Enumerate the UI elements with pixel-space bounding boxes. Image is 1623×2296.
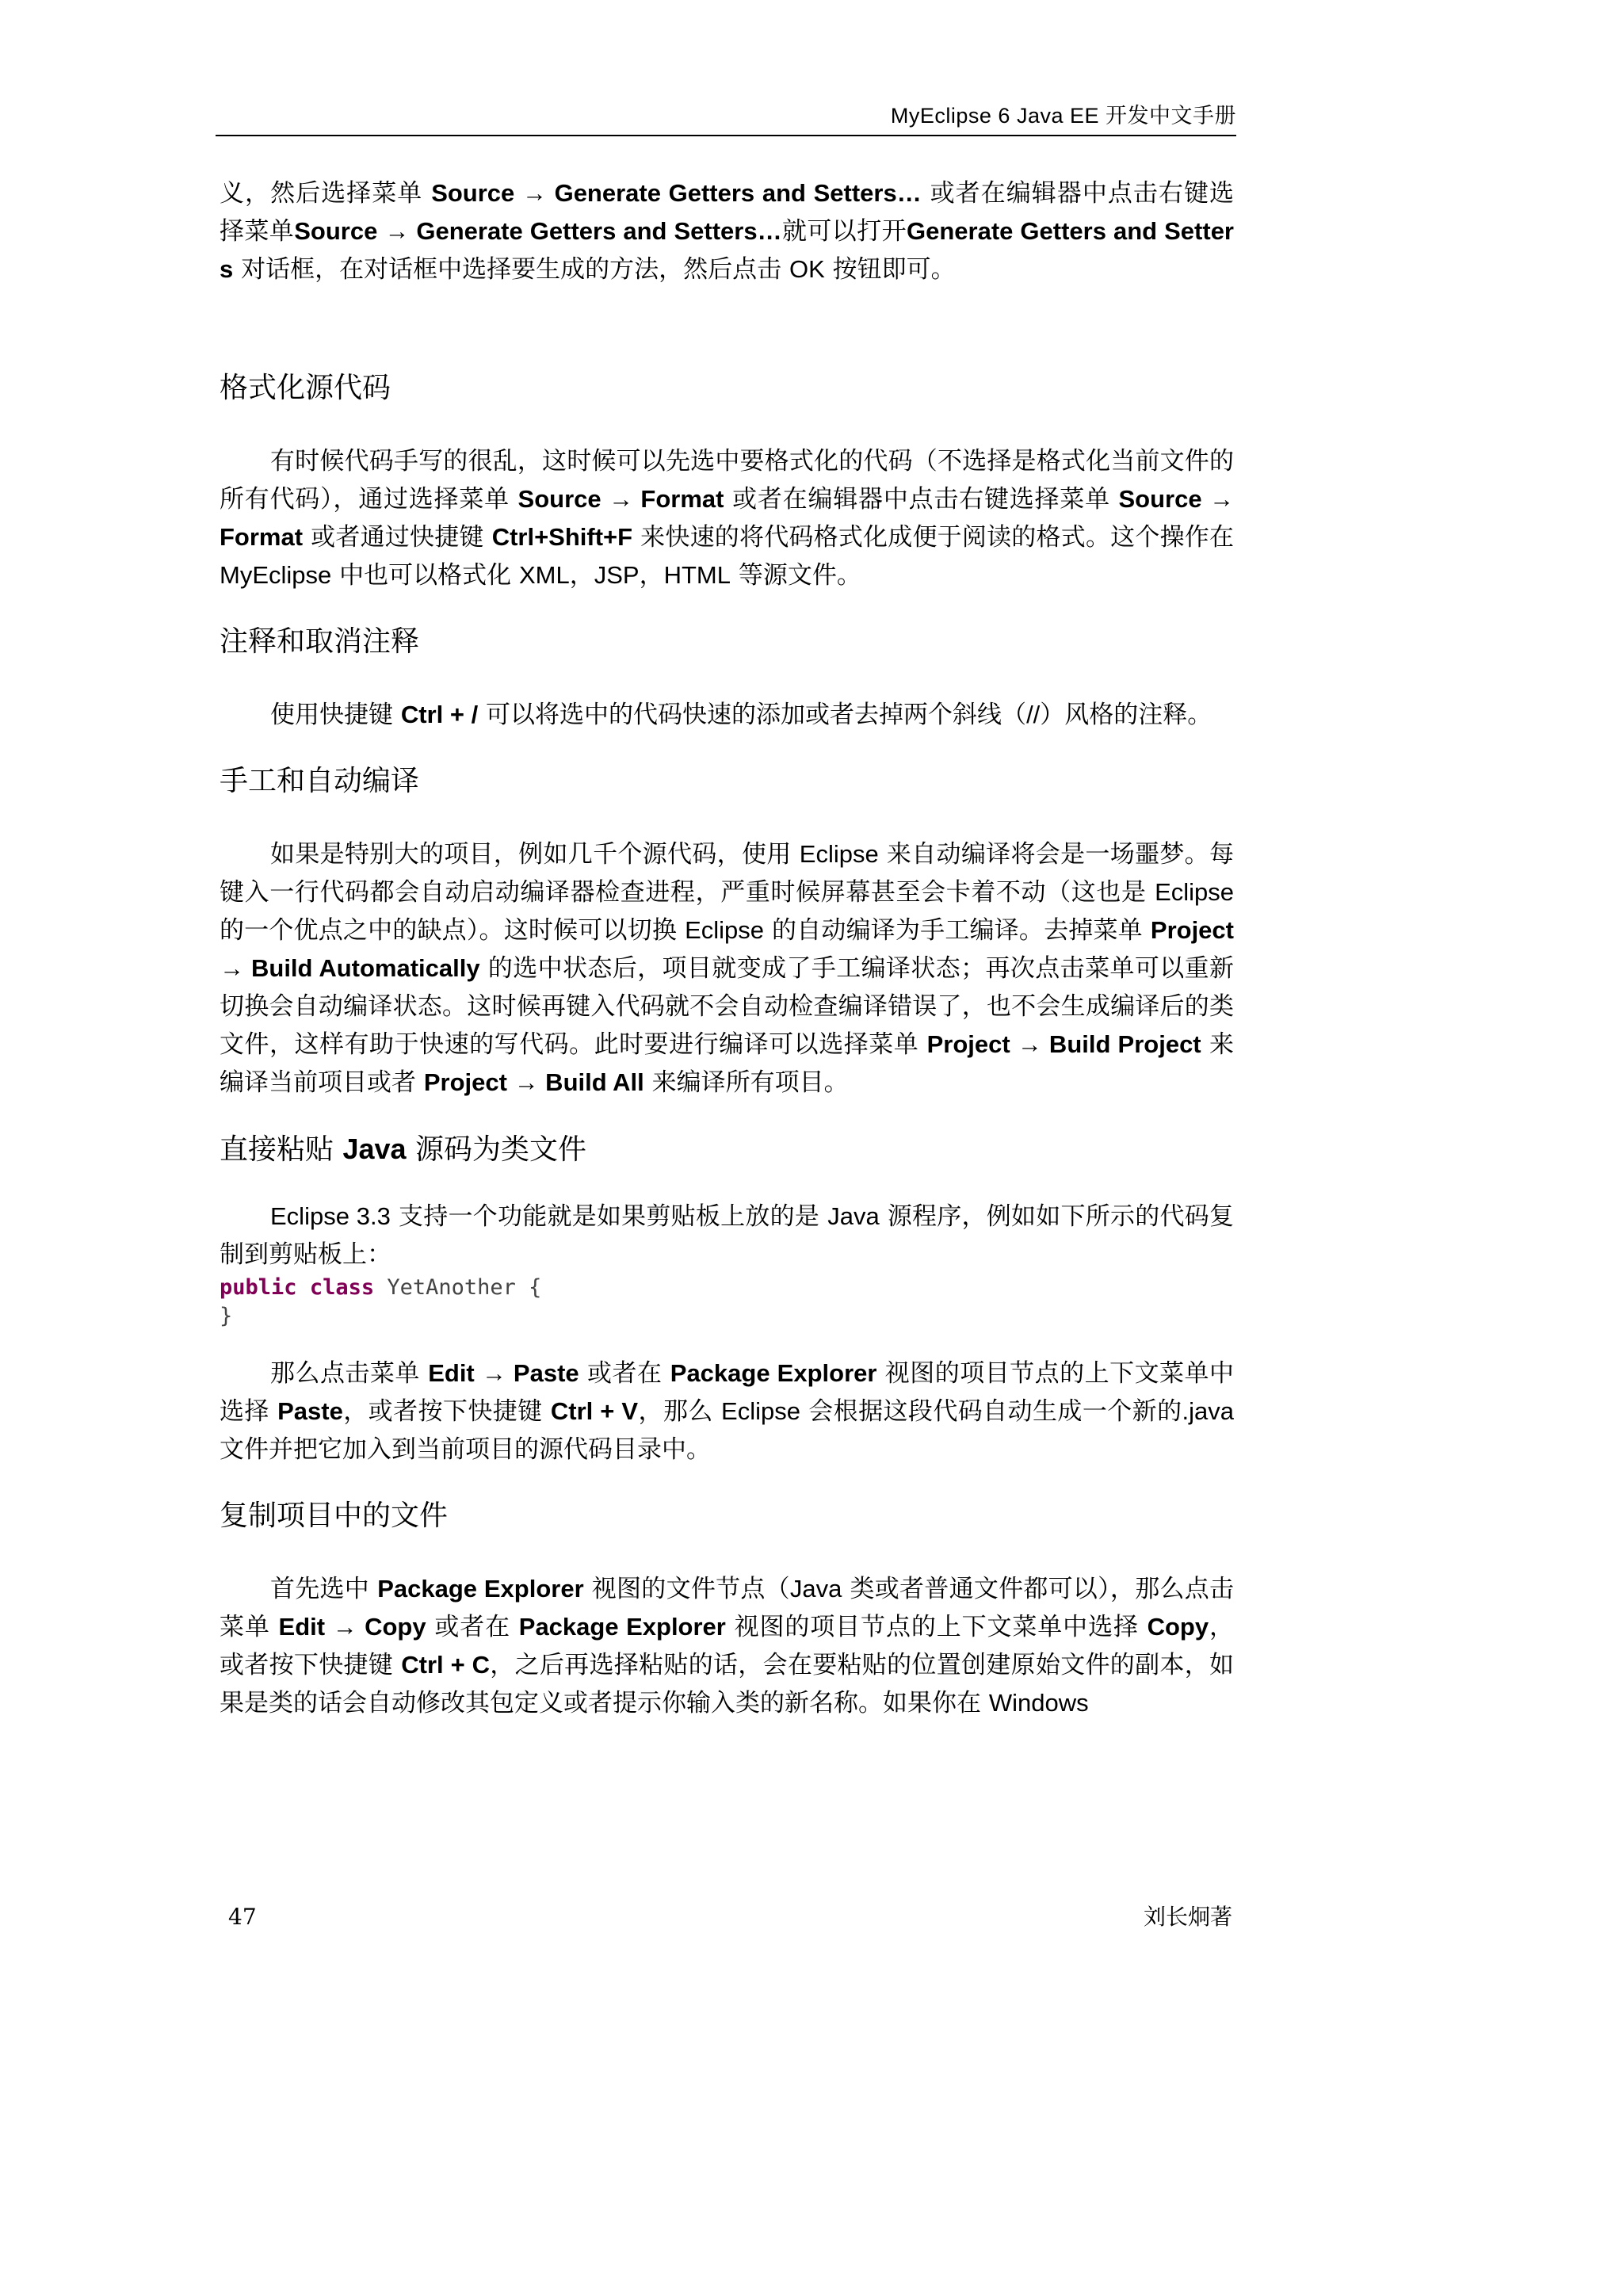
text-run: 的一个优点之中的缺点）。这时候可以切换 bbox=[220, 916, 685, 945]
menu-item: Paste bbox=[277, 1397, 343, 1425]
section-heading-comment: 注释和取消注释 bbox=[220, 625, 420, 658]
intro-paragraph bbox=[220, 174, 1234, 288]
view-name: Package Explorer bbox=[670, 1359, 877, 1387]
button-name: OK bbox=[789, 255, 825, 283]
page-content bbox=[220, 174, 1234, 1722]
menu-path: Project → Build All bbox=[423, 1068, 644, 1096]
product-name: Eclipse bbox=[721, 1397, 800, 1425]
menu-item: Copy bbox=[1147, 1613, 1209, 1641]
text-run: 的选中状态后，项目就变成了手工编译状态；再次点击菜单可以重新切换会自动编译状态。这时候再键入代码就不会自动检查编译错误了，也不会生成编译后的类文件，这样有助于快速的写代码。此时要进行编译可以选择菜单 bbox=[220, 954, 1234, 1059]
shortcut: Ctrl + V bbox=[550, 1397, 639, 1425]
section-heading-format: 格式化源代码 bbox=[220, 372, 391, 404]
text-run: 那么点击菜单 bbox=[270, 1359, 429, 1388]
text-run: 对话框，在对话框中选择要生成的方法，然后点击 bbox=[233, 255, 789, 284]
text-run: ，或者按下快捷键 bbox=[220, 1613, 1234, 1679]
paste-result-paragraph bbox=[220, 1354, 1234, 1469]
section-heading-build: 手工和自动编译 bbox=[220, 765, 420, 797]
menu-path: Source → Format bbox=[517, 485, 724, 513]
text-run: ，或者按下快捷键 bbox=[342, 1397, 551, 1426]
product-name: Eclipse bbox=[1155, 878, 1234, 906]
text-run: 或者在编辑器中点击右键选择菜单 bbox=[220, 179, 1234, 246]
text-run: 源程序，例如如下所示的代码复制到剪贴板上： bbox=[220, 1202, 1234, 1269]
text-run: 中也可以格式化 bbox=[331, 561, 519, 590]
text-run: 或者通过快捷键 bbox=[303, 523, 492, 552]
language-name: Java bbox=[789, 1575, 842, 1603]
product-name: MyEclipse bbox=[220, 561, 332, 589]
view-name: Package Explorer bbox=[377, 1575, 584, 1603]
text-run: 首先选中 bbox=[270, 1575, 378, 1603]
text-run: 来编译当前项目或者 bbox=[220, 1030, 1235, 1097]
shortcut: Ctrl + / bbox=[400, 701, 479, 728]
code-line: } bbox=[220, 1304, 233, 1328]
text-run: 视图的项目节点的上下文菜单中选择 bbox=[725, 1613, 1148, 1641]
shortcut: Ctrl + C bbox=[401, 1651, 490, 1679]
header-rule bbox=[216, 135, 1236, 136]
menu-path: Project → Build Automatically bbox=[220, 916, 1234, 982]
text-run: 使用快捷键 bbox=[270, 701, 401, 729]
file-extension: .java bbox=[1182, 1397, 1234, 1425]
menu-path: Source → Generate Getters and Setters… bbox=[294, 217, 782, 245]
text-run: 视图的项目节点的上下文菜单中选择 bbox=[220, 1359, 1234, 1426]
footer-author: 刘长炯著 bbox=[1143, 1904, 1232, 1930]
text-run: 文件并把它加入到当前项目的源代码目录中。 bbox=[220, 1435, 711, 1464]
product-name: Eclipse bbox=[685, 916, 765, 944]
heading-run: 源码为类文件 bbox=[406, 1133, 586, 1166]
text-run: 等源文件。 bbox=[730, 561, 861, 590]
shortcut: Ctrl+Shift+F bbox=[491, 523, 633, 551]
comment-style: // bbox=[1026, 701, 1041, 728]
product-name: Windows bbox=[988, 1689, 1089, 1717]
comment-paragraph bbox=[220, 696, 1234, 734]
text-run: 来自动编译将会是一场噩梦。每键入一行代码都会自动启动编译器检查进程，严重时候屏幕甚至会卡着不动（这也是 bbox=[220, 840, 1234, 907]
menu-path: Source → Generate Getters and Setters… bbox=[431, 179, 922, 207]
code-keyword: public bbox=[220, 1275, 297, 1300]
menu-path: Edit → Paste bbox=[428, 1359, 579, 1387]
code-keyword: class bbox=[309, 1275, 375, 1300]
text-run: 类或者普通文件都可以），那么点击菜单 bbox=[220, 1575, 1234, 1641]
section-heading-paste bbox=[220, 1130, 1234, 1169]
view-name: Package Explorer bbox=[518, 1613, 726, 1641]
running-header: MyEclipse 6 Java EE 开发中文手册 bbox=[890, 104, 1236, 128]
heading-run: Java bbox=[342, 1133, 407, 1165]
text-run: 义，然后选择菜单 bbox=[220, 179, 432, 208]
text-run: 可以将选中的代码快速的添加或者去掉两个斜线（ bbox=[478, 701, 1027, 729]
format-paragraph bbox=[220, 442, 1234, 594]
product-name: Eclipse 3.3 bbox=[270, 1202, 391, 1230]
file-types: XML，JSP，HTML bbox=[518, 561, 731, 589]
text-run: 支持一个功能就是如果剪贴板上放的是 bbox=[390, 1202, 828, 1231]
menu-path: Source → Format bbox=[220, 485, 1234, 551]
text-run: 或者在 bbox=[426, 1613, 519, 1641]
section-heading-copy: 复制项目中的文件 bbox=[220, 1499, 449, 1532]
text-run: 如果是特别大的项目，例如几千个源代码，使用 bbox=[270, 840, 800, 869]
paste-paragraph bbox=[220, 1198, 1234, 1274]
text-run: ）风格的注释。 bbox=[1040, 701, 1212, 729]
page-number: 47 bbox=[228, 1904, 257, 1930]
build-paragraph bbox=[220, 835, 1234, 1102]
code-text: YetAnother { bbox=[374, 1275, 542, 1300]
menu-path: Edit → Copy bbox=[278, 1613, 426, 1641]
text-run: 或者在 bbox=[579, 1359, 670, 1388]
text-run: 来编译所有项目。 bbox=[643, 1068, 849, 1097]
heading-run: 直接粘贴 bbox=[220, 1133, 343, 1166]
text-run: 视图的文件节点（ bbox=[583, 1575, 790, 1603]
language-name: Java bbox=[827, 1202, 880, 1230]
text-run: 来快速的将代码格式化成便于阅读的格式。这个操作在 bbox=[632, 523, 1234, 552]
text-run: ，那么 bbox=[638, 1397, 722, 1426]
copy-paragraph bbox=[220, 1570, 1234, 1722]
dialog-name: Generate Getters and Setters bbox=[220, 217, 1234, 283]
text-run: ，之后再选择粘贴的话，会在要粘贴的位置创建原始文件的副本，如果是类的话会自动修改其包定义或者提示你输入类的新名称。如果你在 bbox=[220, 1651, 1235, 1717]
menu-path: Project → Build Project bbox=[926, 1030, 1201, 1058]
text-run: 或者在编辑器中点击右键选择菜单 bbox=[724, 485, 1119, 514]
product-name: Eclipse bbox=[799, 840, 879, 868]
code-line bbox=[220, 1274, 1234, 1302]
code-block bbox=[220, 1274, 1234, 1331]
text-run: 的自动编译为手工编译。去掉菜单 bbox=[764, 916, 1151, 945]
text-run: 有时候代码手写的很乱，这时候可以先选中要格式化的代码（不选择是格式化当前文件的所有代码），通过选择菜单 bbox=[220, 447, 1234, 514]
text-run: 会根据这段代码自动生成一个新的 bbox=[800, 1397, 1182, 1426]
text-run: 按钮即可。 bbox=[824, 255, 956, 284]
text-run: 就可以打开 bbox=[781, 217, 907, 246]
